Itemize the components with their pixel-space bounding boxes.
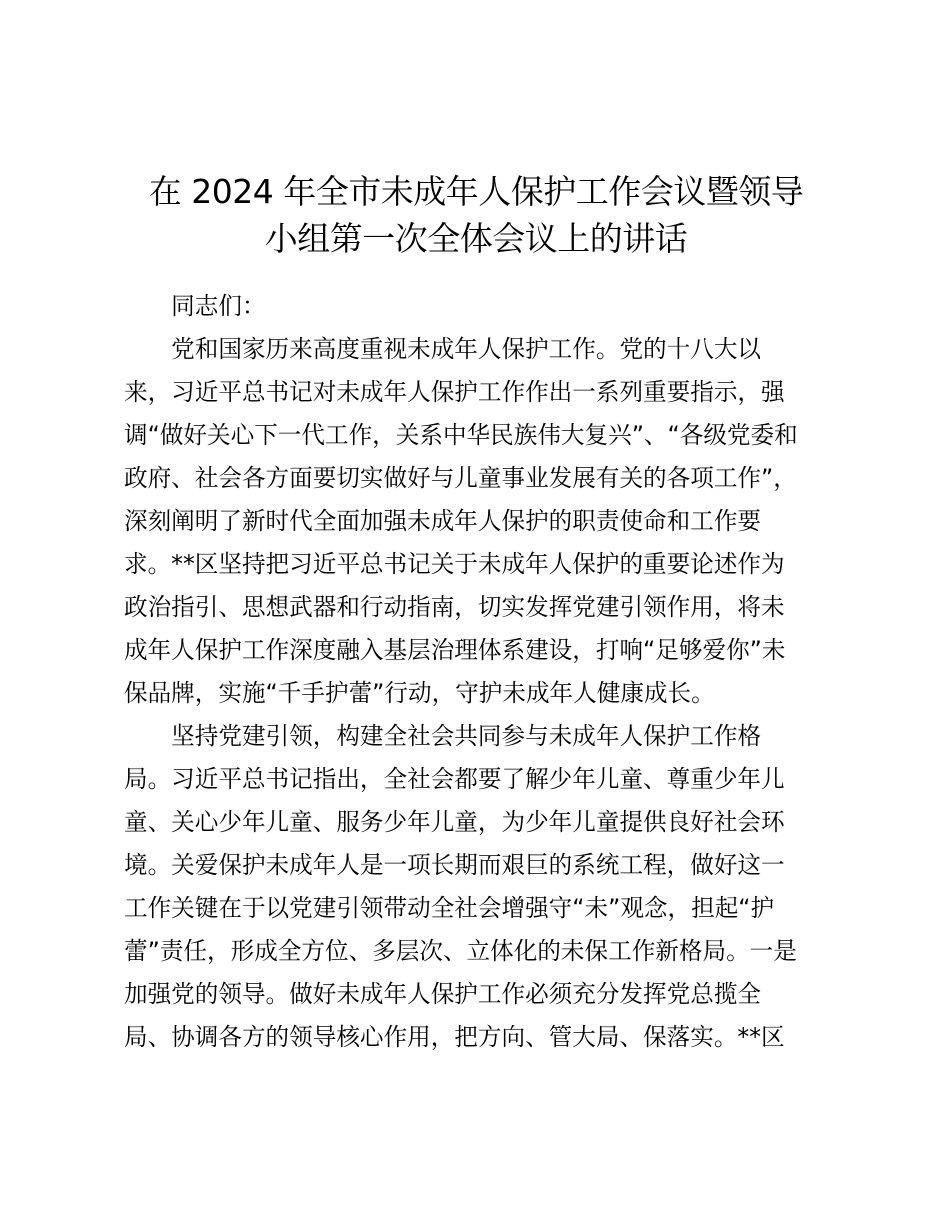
paragraph-line: 党和国家历来高度重视未成年人保护工作。党的十八大以 [124, 335, 762, 363]
paragraph-line: 保品牌，实施“千手护蕾”行动，守护未成年人健康成长。 [124, 679, 715, 707]
paragraph-line: 童、关心少年儿童、服务少年儿童，为少年儿童提供良好社会环 [124, 808, 785, 836]
paragraph-line: 求。**区坚持把习近平总书记关于未成年人保护的重要论述作为 [124, 550, 785, 578]
paragraph-line: 成年人保护工作深度融入基层治理体系建设，打响“足够爱你”未 [124, 636, 786, 664]
paragraph-line: 境。关爱保护未成年人是一项长期而艰巨的系统工程，做好这一 [124, 851, 785, 879]
paragraph-line: 政治指引、思想武器和行动指南，切实发挥党建引领作用，将未 [124, 593, 785, 621]
paragraph-line: 局。习近平总书记指出，全社会都要了解少年儿童、尊重少年儿 [124, 765, 785, 793]
document-title [120, 168, 832, 262]
paragraph-line: 来，习近平总书记对未成年人保护工作作出一系列重要指示，强 [124, 378, 785, 406]
document-body [124, 285, 836, 1059]
paragraph-line: 加强党的领导。做好未成年人保护工作必须充分发挥党总揽全 [124, 980, 762, 1008]
paragraph-line: 蕾”责任，形成全方位、多层次、立体化的未保工作新格局。一是 [124, 937, 797, 965]
paragraph-line: 深刻阐明了新时代全面加强未成年人保护的职责使命和工作要 [124, 507, 762, 535]
paragraph-line: 调“做好关心下一代工作，关系中华民族伟大复兴”、“各级党委和 [124, 421, 798, 449]
paragraph-line: 政府、社会各方面要切实做好与儿童事业发展有关的各项工作”， [124, 464, 797, 492]
title-line-1: 在 2024 年全市未成年人保护工作会议暨领导 [148, 172, 804, 211]
paragraph-line: 工作关键在于以党建引领带动全社会增强守“未”观念，担起“护 [124, 894, 775, 922]
salutation-line: 同志们： [124, 292, 266, 320]
paragraph-line: 坚持党建引领，构建全社会共同参与未成年人保护工作格 [124, 722, 762, 750]
paragraph-line: 局、协调各方的领导核心作用，把方向、管大局、保落实。**区 [124, 1023, 785, 1051]
title-line-2: 小组第一次全体会议上的讲话 [264, 219, 688, 258]
